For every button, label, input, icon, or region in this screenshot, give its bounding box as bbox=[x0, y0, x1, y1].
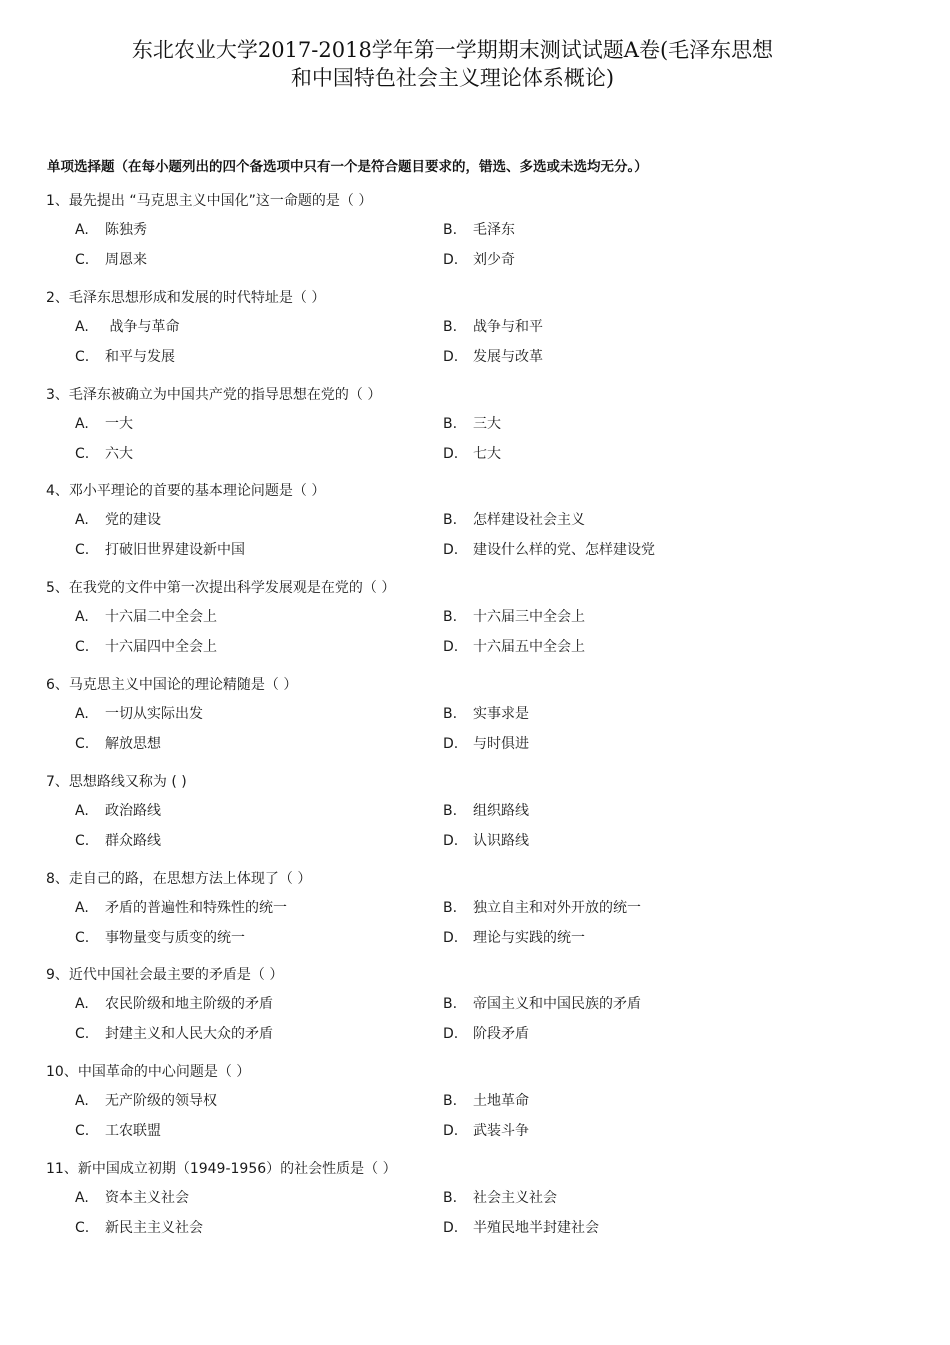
option-a bbox=[75, 219, 147, 241]
option-d bbox=[443, 1217, 599, 1239]
option-letter: C. bbox=[75, 252, 90, 268]
question-4 bbox=[0, 480, 950, 577]
option-text: 十六届五中全会上 bbox=[473, 639, 585, 656]
option-text: 十六届二中全会上 bbox=[105, 609, 217, 626]
option-letter: A. bbox=[75, 318, 89, 335]
question-stem bbox=[46, 1158, 397, 1180]
option-letter: D. bbox=[443, 1026, 459, 1043]
option-text: 帝国主义和中国民族的矛盾 bbox=[473, 996, 641, 1013]
question-stem bbox=[46, 384, 381, 406]
option-letter: D. bbox=[443, 639, 459, 656]
question-text: 毛泽东思想形成和发展的时代特址是（ ） bbox=[68, 289, 326, 306]
option-text: 毛泽东 bbox=[473, 222, 515, 238]
question-8 bbox=[0, 868, 950, 965]
option-c bbox=[75, 1120, 161, 1142]
option-letter: A. bbox=[75, 705, 89, 722]
question-stem bbox=[46, 1061, 250, 1083]
option-c bbox=[75, 249, 147, 271]
question-text: 马克思主义中国论的理论精随是（ ） bbox=[68, 676, 298, 693]
option-letter: C. bbox=[75, 348, 90, 365]
option-letter: C. bbox=[75, 542, 90, 559]
option-letter: A. bbox=[75, 415, 89, 432]
option-text: 工农联盟 bbox=[105, 1123, 161, 1140]
option-text: 实事求是 bbox=[473, 705, 529, 722]
question-text: 中国革命的中心问题是（ ） bbox=[77, 1064, 251, 1081]
option-c bbox=[75, 636, 217, 658]
option-a bbox=[75, 606, 217, 628]
option-text: 解放思想 bbox=[105, 735, 161, 752]
option-a bbox=[75, 703, 203, 725]
option-text: 武装斗争 bbox=[473, 1123, 529, 1140]
option-text: 群众路线 bbox=[105, 832, 161, 849]
question-stem bbox=[46, 190, 372, 212]
question-2 bbox=[0, 287, 950, 384]
option-text: 七大 bbox=[473, 445, 501, 462]
option-c bbox=[75, 1217, 203, 1239]
section-heading: 单项选择题（在每小题列出的四个备选项中只有一个是符合题目要求的，错选、多选或未选均无分。） bbox=[47, 159, 648, 175]
option-text: 与时俱进 bbox=[473, 735, 529, 752]
option-c bbox=[75, 733, 161, 755]
option-text: 半殖民地半封建社会 bbox=[473, 1219, 599, 1236]
option-b bbox=[443, 219, 515, 241]
option-text: 新民主主义社会 bbox=[105, 1219, 203, 1236]
option-d bbox=[443, 1120, 529, 1142]
option-b bbox=[443, 993, 641, 1015]
option-letter: B. bbox=[443, 996, 458, 1013]
option-letter: C. bbox=[75, 929, 90, 946]
option-text: 战争与和平 bbox=[473, 318, 543, 335]
question-number: 9、 bbox=[46, 967, 69, 984]
option-text: 发展与改革 bbox=[473, 348, 543, 365]
option-letter: B. bbox=[443, 222, 458, 238]
option-d bbox=[443, 443, 501, 465]
question-number: 2、 bbox=[46, 289, 69, 306]
question-stem bbox=[46, 287, 325, 309]
question-9 bbox=[0, 964, 950, 1061]
option-text: 怎样建设社会主义 bbox=[473, 512, 585, 529]
option-letter: D. bbox=[443, 1219, 459, 1236]
option-a bbox=[75, 897, 287, 919]
option-text: 社会主义社会 bbox=[473, 1189, 557, 1206]
option-text: 事物量变与质变的统一 bbox=[105, 929, 245, 946]
option-letter: C. bbox=[75, 639, 90, 656]
option-letter: A. bbox=[75, 609, 89, 626]
option-d bbox=[443, 733, 529, 755]
option-text: 建设什么样的党、怎样建设党 bbox=[473, 542, 655, 559]
option-text: 打破旧世界建设新中国 bbox=[105, 542, 245, 559]
option-text: 无产阶级的领导权 bbox=[105, 1093, 217, 1110]
option-letter: D. bbox=[443, 542, 459, 559]
option-letter: B. bbox=[443, 1093, 458, 1110]
option-letter: D. bbox=[443, 832, 459, 849]
question-text: 新中国成立初期（1949-1956）的社会性质是（ ） bbox=[77, 1160, 397, 1177]
question-10 bbox=[0, 1061, 950, 1158]
question-number: 4、 bbox=[46, 483, 69, 500]
question-number: 6、 bbox=[46, 676, 69, 693]
question-7 bbox=[0, 771, 950, 868]
title-line-2: 和中国特色社会主义理论体系概论) bbox=[290, 66, 615, 90]
question-number: 5、 bbox=[46, 580, 69, 597]
question-text: 邓小平理论的首要的基本理论问题是（ ） bbox=[68, 483, 326, 500]
option-text: 十六届四中全会上 bbox=[105, 639, 217, 656]
option-letter: B. bbox=[443, 609, 458, 626]
question-number: 11、 bbox=[46, 1160, 78, 1177]
option-text: 封建主义和人民大众的矛盾 bbox=[105, 1026, 273, 1043]
question-stem bbox=[46, 577, 395, 599]
option-b bbox=[443, 413, 501, 435]
option-b bbox=[443, 316, 543, 338]
option-a bbox=[75, 413, 133, 435]
option-d bbox=[443, 539, 655, 561]
option-text: 战争与革命 bbox=[105, 318, 180, 335]
question-number: 8、 bbox=[46, 870, 69, 887]
question-text: 在我党的文件中第一次提出科学发展观是在党的（ ） bbox=[68, 580, 396, 597]
option-c bbox=[75, 539, 245, 561]
option-letter: A. bbox=[75, 996, 89, 1013]
option-a bbox=[75, 1090, 217, 1112]
option-letter: A. bbox=[75, 1093, 89, 1110]
option-c bbox=[75, 927, 245, 949]
option-d bbox=[443, 346, 543, 368]
question-1 bbox=[0, 190, 950, 287]
option-c bbox=[75, 443, 133, 465]
question-stem bbox=[46, 674, 297, 696]
option-letter: C. bbox=[75, 1219, 90, 1236]
option-text: 三大 bbox=[473, 415, 501, 432]
option-b bbox=[443, 1090, 529, 1112]
option-text: 一切从实际出发 bbox=[105, 705, 203, 722]
option-text: 党的建设 bbox=[105, 512, 161, 529]
option-text: 认识路线 bbox=[473, 832, 529, 849]
question-stem bbox=[46, 771, 187, 793]
option-text: 组织路线 bbox=[473, 802, 529, 819]
option-letter: A. bbox=[75, 802, 89, 819]
option-text: 农民阶级和地主阶级的矛盾 bbox=[105, 996, 273, 1013]
option-b bbox=[443, 606, 585, 628]
question-text: 毛泽东被确立为中国共产党的指导思想在党的（ ） bbox=[68, 386, 382, 403]
question-text: 最先提出 “马克思主义中国化”这一命题的是（ ） bbox=[68, 193, 373, 209]
option-b bbox=[443, 509, 585, 531]
option-a bbox=[75, 800, 161, 822]
title-line-1: 东北农业大学2017-2018学年第一学期期末测试试题A卷(毛泽东思想 bbox=[131, 38, 774, 62]
option-c bbox=[75, 1023, 273, 1045]
option-letter: C. bbox=[75, 832, 90, 849]
question-text: 思想路线又称为 ( ) bbox=[68, 773, 187, 790]
option-a bbox=[75, 509, 161, 531]
question-stem bbox=[46, 868, 311, 890]
option-text: 十六届三中全会上 bbox=[473, 609, 585, 626]
option-b bbox=[443, 703, 529, 725]
option-c bbox=[75, 830, 161, 852]
option-text: 政治路线 bbox=[105, 802, 161, 819]
option-letter: A. bbox=[75, 899, 89, 916]
option-text: 理论与实践的统一 bbox=[473, 929, 585, 946]
option-text: 土地革命 bbox=[473, 1093, 529, 1110]
option-text: 和平与发展 bbox=[105, 348, 175, 365]
option-text: 周恩来 bbox=[105, 252, 147, 268]
option-d bbox=[443, 1023, 529, 1045]
option-text: 矛盾的普遍性和特殊性的统一 bbox=[105, 899, 287, 916]
option-letter: D. bbox=[443, 252, 459, 268]
question-number: 1、 bbox=[46, 193, 69, 209]
question-stem bbox=[46, 480, 325, 502]
question-5 bbox=[0, 577, 950, 674]
option-letter: A. bbox=[75, 1189, 89, 1206]
option-text: 刘少奇 bbox=[473, 252, 515, 268]
question-3 bbox=[0, 384, 950, 481]
question-list bbox=[0, 190, 950, 1255]
option-b bbox=[443, 1187, 557, 1209]
document-title bbox=[0, 36, 905, 92]
option-letter: D. bbox=[443, 445, 459, 462]
option-letter: C. bbox=[75, 1123, 90, 1140]
option-letter: C. bbox=[75, 445, 90, 462]
option-text: 独立自主和对外开放的统一 bbox=[473, 899, 641, 916]
question-number: 3、 bbox=[46, 386, 69, 403]
question-text: 走自己的路，在思想方法上体现了（ ） bbox=[68, 870, 312, 887]
option-d bbox=[443, 636, 585, 658]
option-letter: B. bbox=[443, 318, 458, 335]
option-letter: B. bbox=[443, 512, 458, 529]
option-letter: D. bbox=[443, 929, 459, 946]
option-letter: D. bbox=[443, 1123, 459, 1140]
option-text: 陈独秀 bbox=[105, 222, 147, 238]
question-text: 近代中国社会最主要的矛盾是（ ） bbox=[68, 967, 284, 984]
option-d bbox=[443, 927, 585, 949]
option-a bbox=[75, 993, 273, 1015]
option-text: 六大 bbox=[105, 445, 133, 462]
option-text: 阶段矛盾 bbox=[473, 1026, 529, 1043]
question-number: 10、 bbox=[46, 1064, 78, 1081]
option-a bbox=[75, 316, 179, 338]
option-d bbox=[443, 249, 515, 271]
option-letter: B. bbox=[443, 1189, 458, 1206]
option-letter: C. bbox=[75, 1026, 90, 1043]
question-6 bbox=[0, 674, 950, 771]
option-letter: C. bbox=[75, 735, 90, 752]
option-letter: B. bbox=[443, 899, 458, 916]
option-letter: D. bbox=[443, 735, 459, 752]
option-letter: D. bbox=[443, 348, 459, 365]
option-b bbox=[443, 897, 641, 919]
option-text: 一大 bbox=[105, 415, 133, 432]
option-b bbox=[443, 800, 529, 822]
option-d bbox=[443, 830, 529, 852]
question-number: 7、 bbox=[46, 773, 69, 790]
question-stem bbox=[46, 964, 283, 986]
option-letter: B. bbox=[443, 705, 458, 722]
option-letter: B. bbox=[443, 415, 458, 432]
option-letter: A. bbox=[75, 512, 89, 529]
option-letter: A. bbox=[75, 222, 89, 238]
option-text: 资本主义社会 bbox=[105, 1189, 189, 1206]
option-a bbox=[75, 1187, 189, 1209]
question-11 bbox=[0, 1158, 950, 1255]
option-letter: B. bbox=[443, 802, 458, 819]
option-c bbox=[75, 346, 175, 368]
